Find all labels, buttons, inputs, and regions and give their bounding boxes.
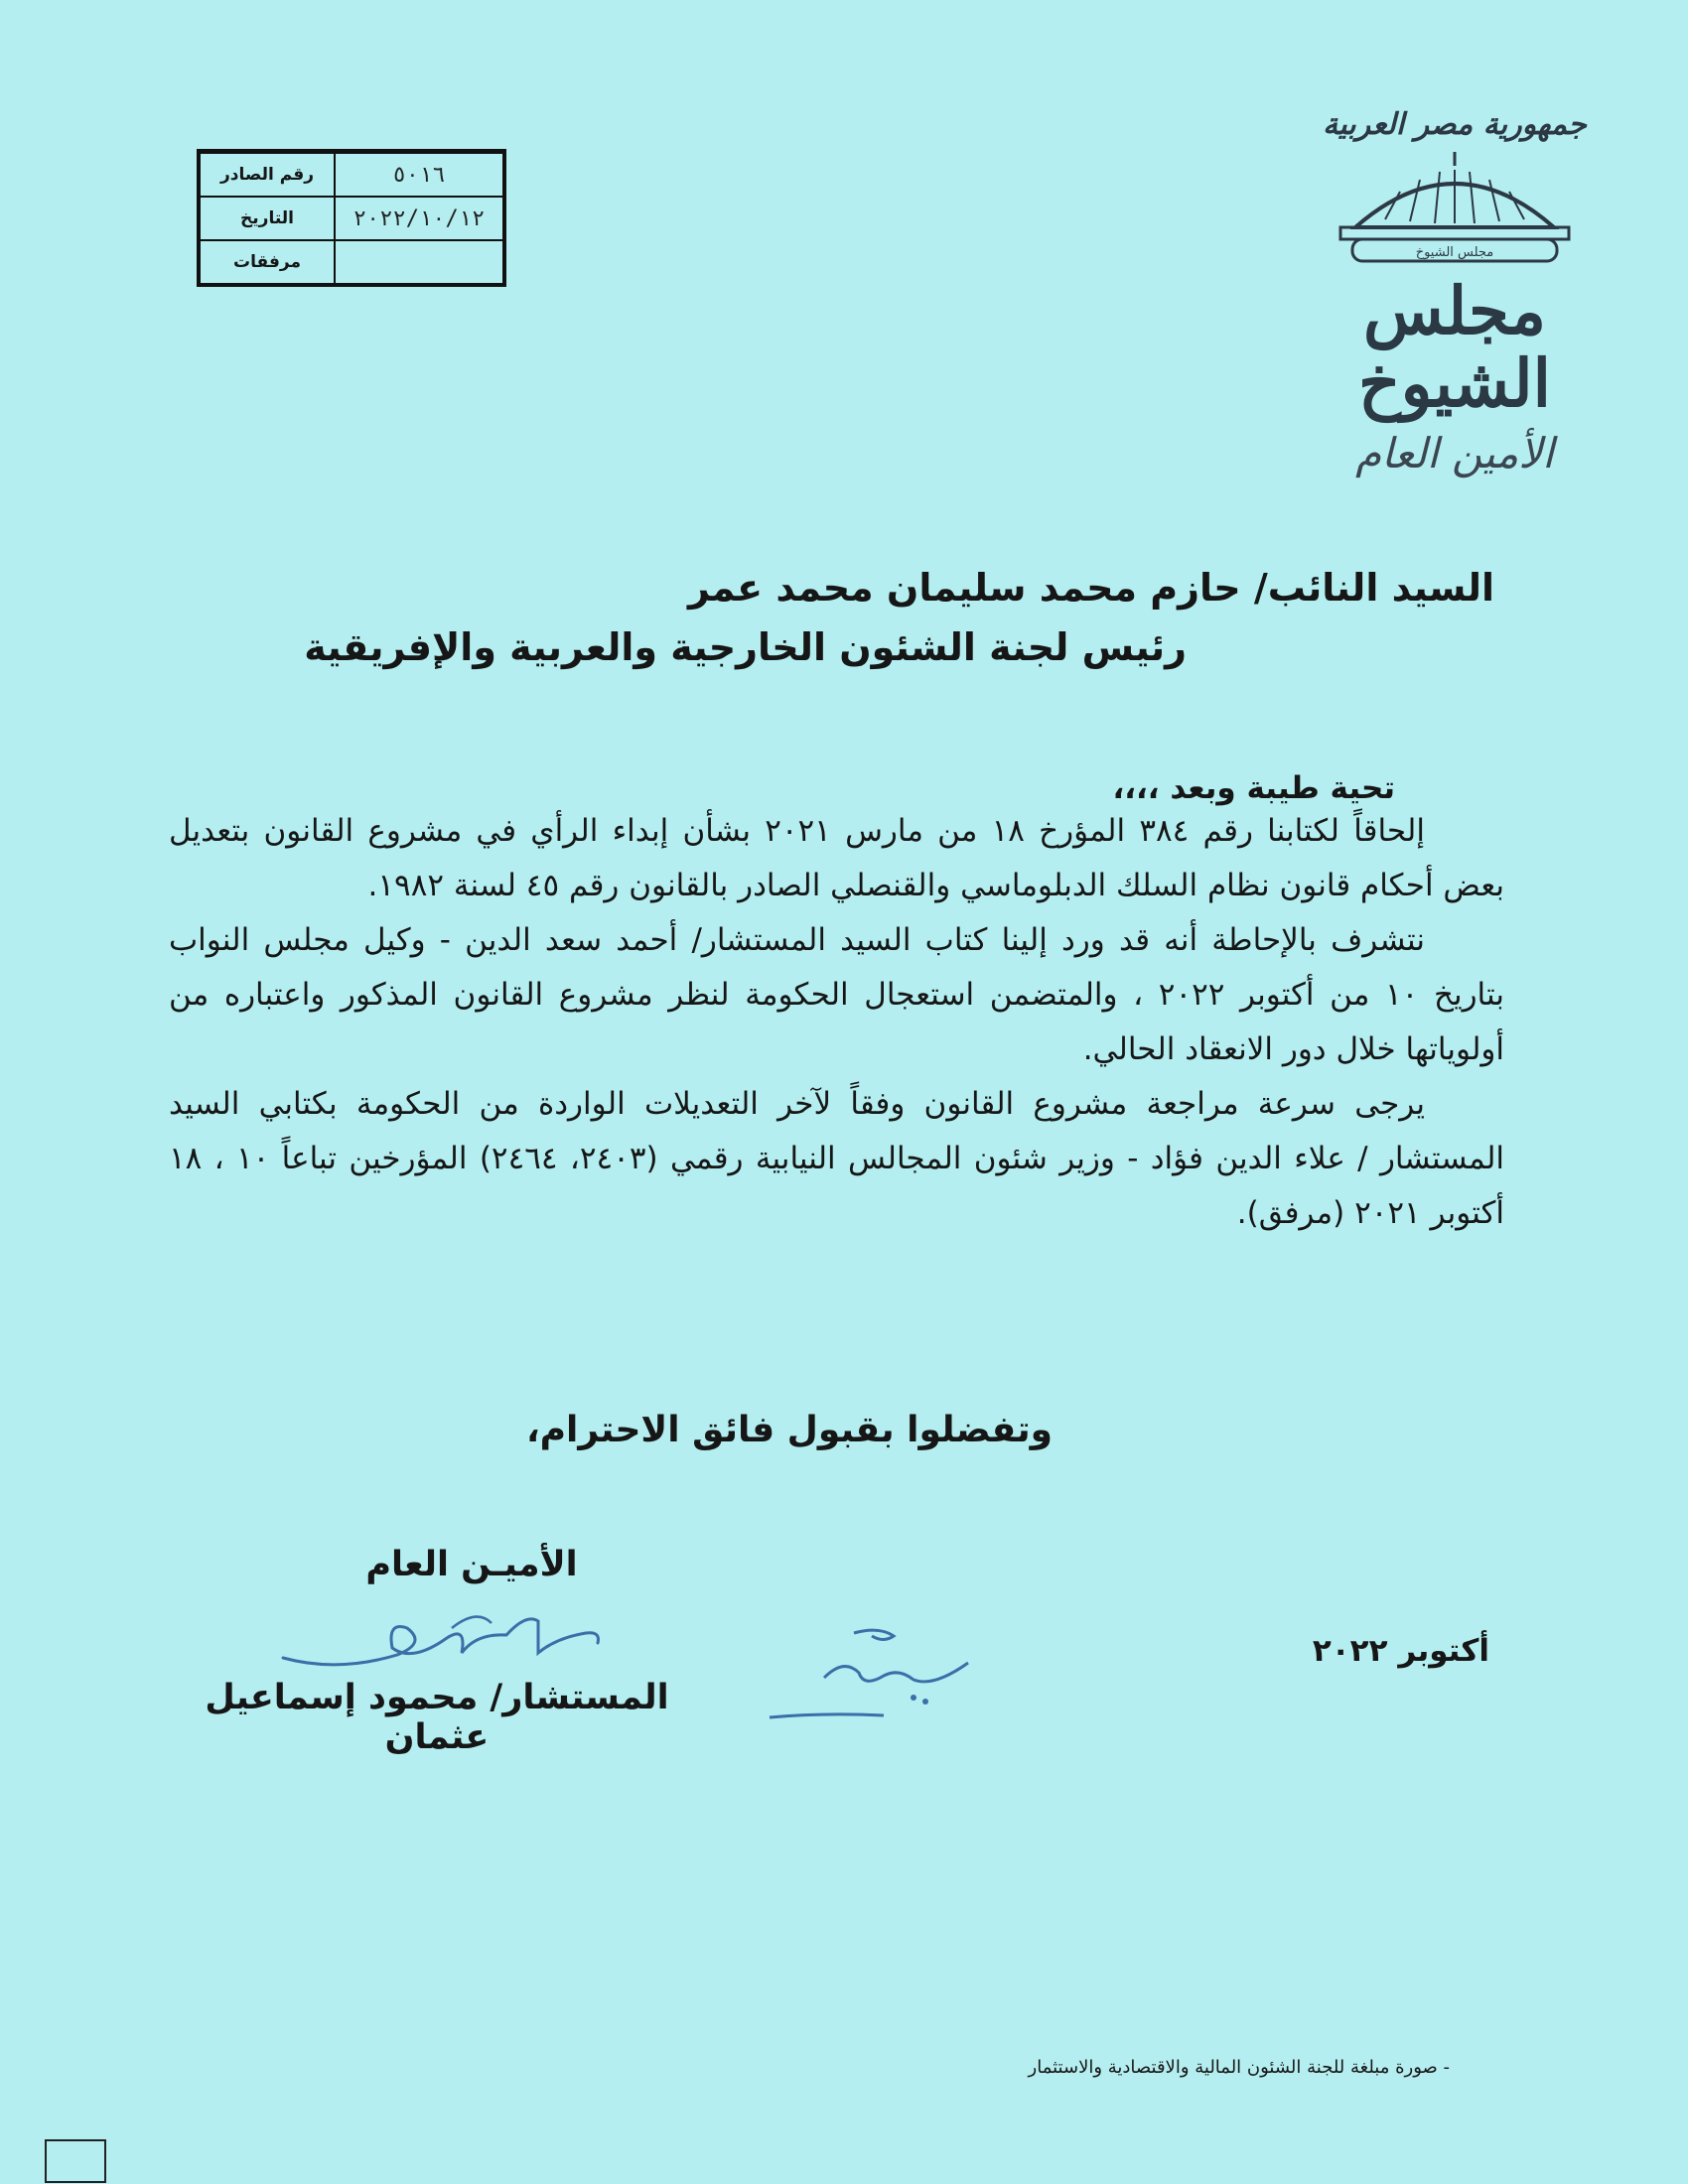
emblem-label: مجلس الشيوخ	[1415, 245, 1494, 260]
date-label: التاريخ	[199, 197, 335, 240]
attachments-label: مرفقات	[199, 240, 335, 285]
outgoing-number-value: ٥٠١٦	[335, 152, 504, 198]
letter-body	[169, 804, 1504, 1241]
paragraph-3: يرجى سرعة مراجعة مشروع القانون وفقاً لآخر التعديلات الواردة من الحكومة بكتابي السيد المستشار / علاء الدين فؤاد - وزير شئون المجالس النيابية رقمي (٢٤٠٣، ٢٤٦٤) المؤرخين تباعاً ١٠ ، ١٨ أكتوبر ٢٠٢١ (مرفق).	[169, 1086, 1505, 1231]
reference-table	[197, 149, 506, 287]
initials-icon	[765, 1618, 993, 1727]
copy-note: - صورة مبلغة للجنة الشئون المالية والاقتصادية والاستثمار	[1028, 2057, 1450, 2078]
corner-box	[45, 2139, 106, 2183]
addressee-name: السيد النائب/ حازم محمد سليمان محمد عمر	[688, 566, 1494, 610]
dome-emblem-icon	[1331, 150, 1579, 269]
letterhead	[1291, 99, 1618, 516]
signatory-title: الأميـن العام	[365, 1545, 578, 1584]
signatory-name: المستشار/ محمود إسماعيل عثمان	[205, 1678, 669, 1757]
country-name: جمهورية مصر العربية	[1323, 107, 1587, 142]
greeting: تحية طيبة وبعد ،،،،	[1112, 770, 1395, 806]
letter-date: أكتوبر ٢٠٢٢	[1312, 1633, 1489, 1669]
paragraph-1: إلحاقاً لكتابنا رقم ٣٨٤ المؤرخ ١٨ من مارس ٢٠٢١ بشأن إبداء الرأي في مشروع القانون بتعديل بعض أحكام قانون نظام السلك الدبلوماسي والقنصلي الصادر بالقانون رقم ٤٥ لسنة ١٩٨٢.	[169, 813, 1504, 903]
office-name: الأمين العام	[1355, 429, 1554, 478]
paragraph-2: نتشرف بالإحاطة أنه قد ورد إلينا كتاب السيد المستشار/ أحمد سعد الدين - وكيل مجلس النواب بتاريخ ١٠ من أكتوبر ٢٠٢٢ ، والمتضمن استعجال الحكومة لنظر مشروع القانون المذكور واعتباره من أولوياتها خلال دور الانعقاد الحالي.	[169, 922, 1504, 1067]
date-value: ٢٠٢٢/١٠/١٢	[335, 197, 504, 240]
table-row	[199, 240, 504, 285]
table-row	[199, 152, 504, 198]
council-name: مجلس الشيوخ	[1358, 272, 1551, 422]
signature-icon	[278, 1603, 606, 1678]
addressee-title: رئيس لجنة الشئون الخارجية والعربية والإفريقية	[304, 625, 1187, 669]
outgoing-number-label: رقم الصادر	[199, 152, 335, 198]
closing-line: وتفضلوا بقبول فائق الاحترام،	[525, 1410, 1054, 1450]
table-row	[199, 197, 504, 240]
attachments-value	[335, 240, 504, 285]
